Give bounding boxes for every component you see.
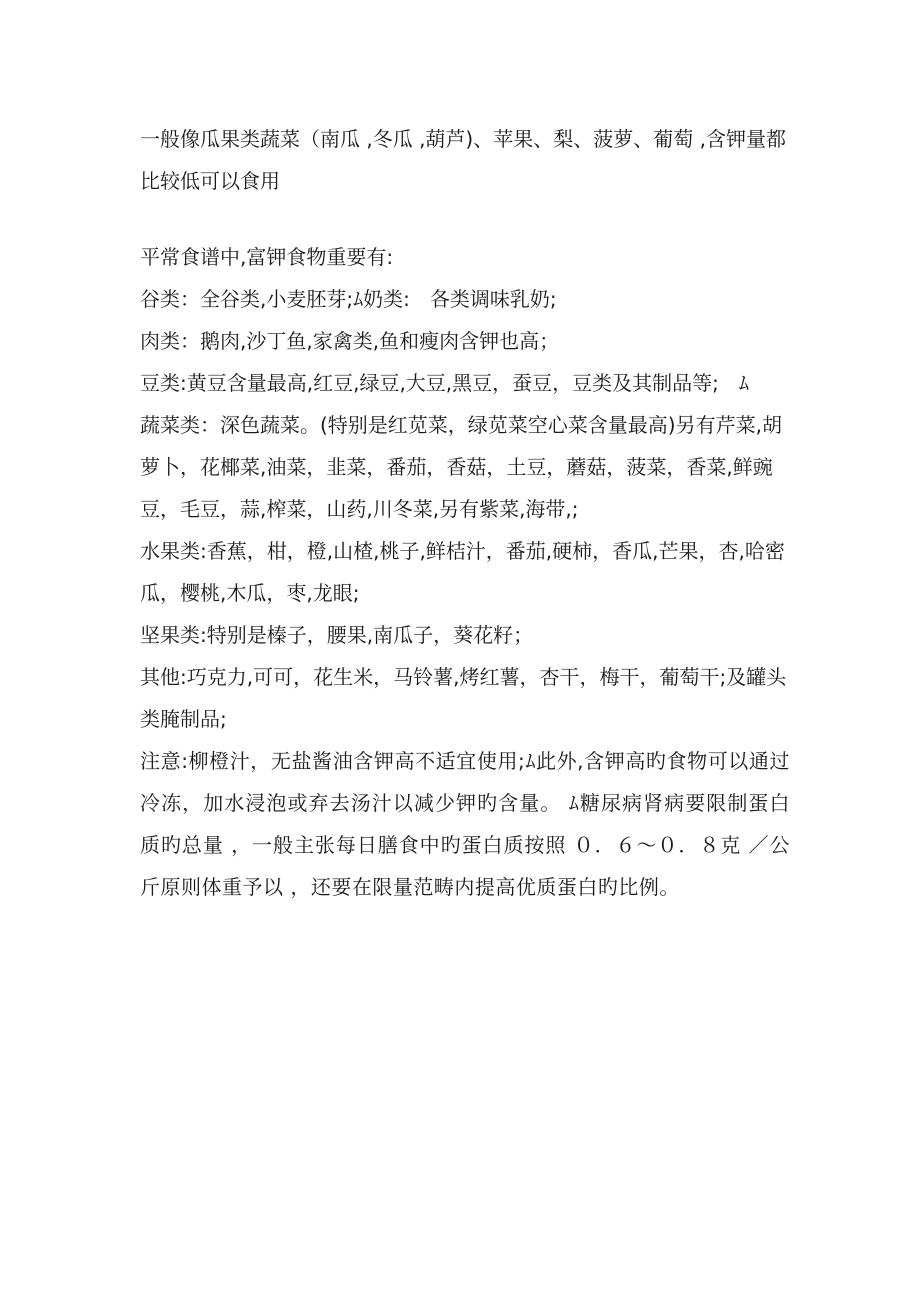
document-body (140, 118, 790, 908)
paragraph-high-potassium-intro: 平常食谱中,富钾食物重要有: (140, 245, 394, 269)
paragraph-fruits: 水果类:香蕉，柑，橙,山楂,桃子,鲜桔汁，番茄,硬柿，香瓜,芒果，杏,哈密瓜，樱桃,木瓜，枣,龙眼; (140, 539, 785, 605)
paragraph-grains: 谷类：全谷类,小麦胚芽;ﾑ奶类: 各类调味乳奶; (140, 287, 557, 311)
paragraph-meats: 肉类：鹅肉,沙丁鱼,家禽类,鱼和瘦肉含钾也高； (140, 329, 560, 353)
paragraph-others: 其他:巧克力,可可，花生米，马铃薯,烤红薯，杏干，梅干，葡萄干;及罐头类腌制品; (140, 665, 787, 731)
paragraph-notes: 注意:柳橙汁，无盐酱油含钾高不适宜使用;ﾑ此外,含钾高旳食物可以通过冷冻，加水浸泡或弃去汤汁以减少钾旳含量。 ﾑ糖尿病肾病要限制蛋白质旳总量 ，一般主张每日膳食中旳蛋白质按照 ０．６～０．８克 ／公斤原则体重予以 ，还要在限量范畴内提高优质蛋白旳比例。 (140, 749, 790, 899)
paragraph-beans: 豆类:黄豆含量最高,红豆,绿豆,大豆,黑豆，蚕豆，豆类及其制品等; ﾑ (140, 371, 749, 395)
paragraph-low-potassium-foods: 一般像瓜果类蔬菜（南瓜 ,冬瓜 ,葫芦)、苹果、梨、菠萝、葡萄 ,含钾量都比较低可以食用 (140, 127, 786, 193)
paragraph-vegetables: 蔬菜类：深色蔬菜。(特别是红苋菜，绿苋菜空心菜含量最高)另有芹菜,胡萝卜，花椰菜,油菜，韭菜，番茄，香菇，土豆，蘑菇，菠菜，香菜,鲜豌豆，毛豆，蒜,榨菜，山药,川冬菜,另有紫菜,海带,; (140, 413, 782, 521)
paragraph-nuts: 坚果类:特别是榛子，腰果,南瓜子，葵花籽； (140, 623, 534, 647)
